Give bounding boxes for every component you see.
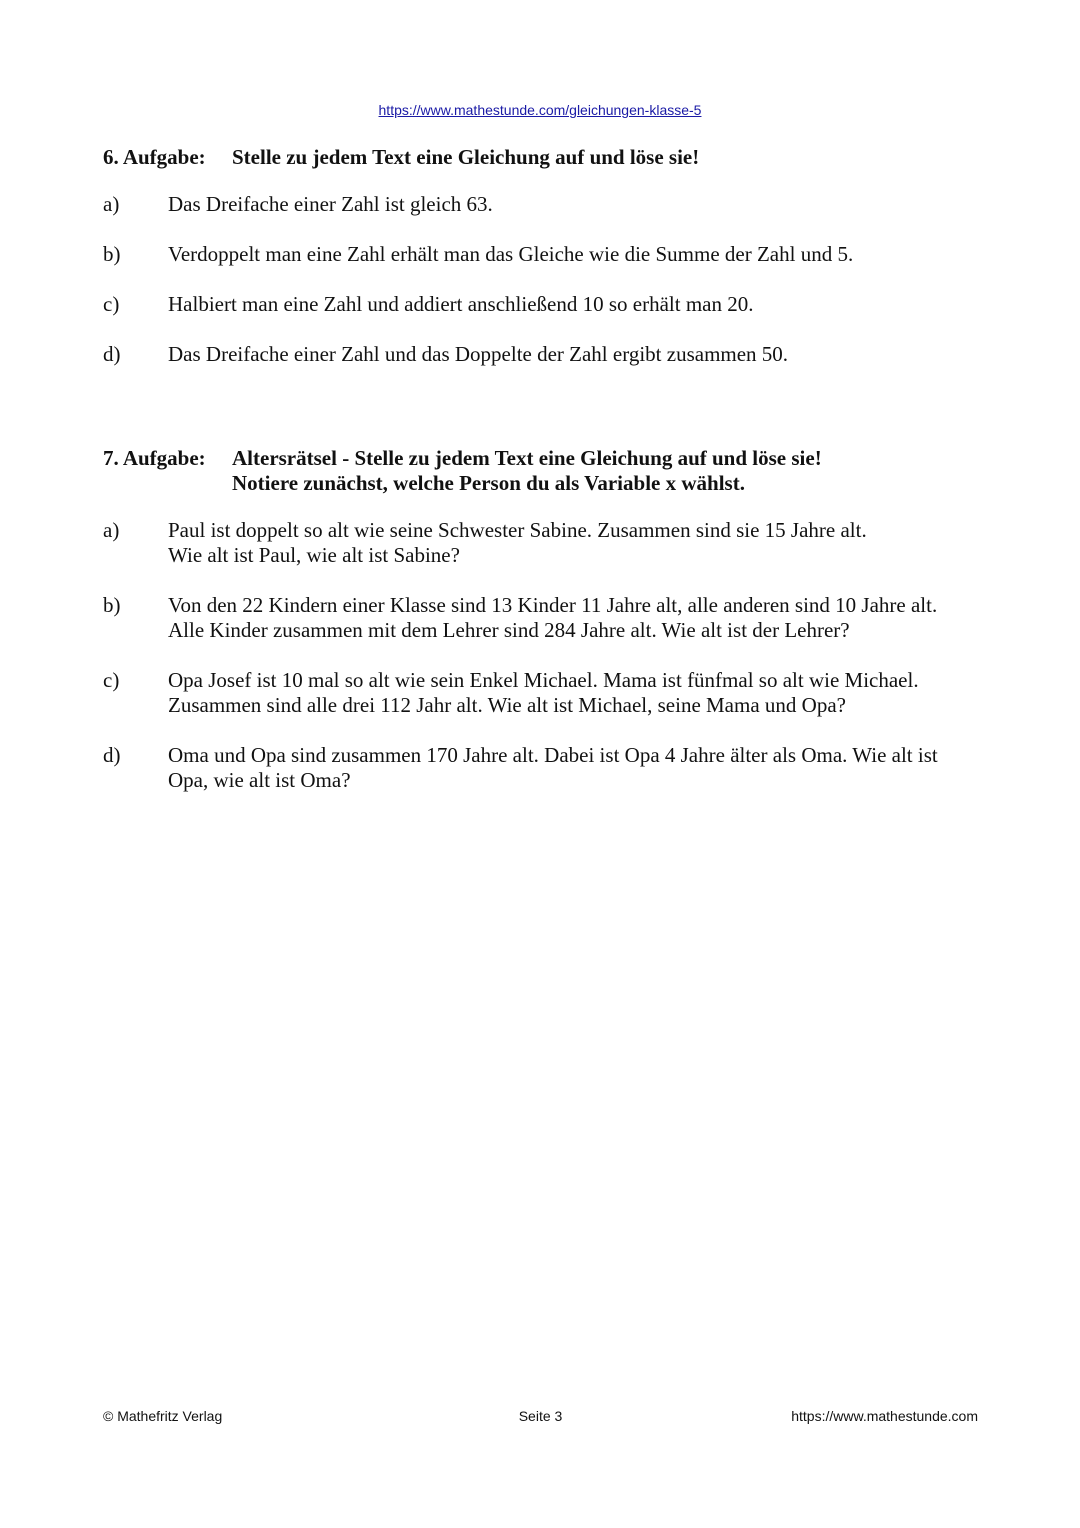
task-6-item-d: [103, 342, 983, 367]
task-6-items: [103, 192, 983, 367]
item-text: Oma und Opa sind zusammen 170 Jahre alt. Dabei ist Opa 4 Jahre älter als Oma. Wie alt ist Opa, wie alt ist Oma?: [168, 743, 938, 792]
page-footer: [103, 1408, 978, 1428]
task-7-heading: [103, 446, 983, 496]
task-6-item-a: [103, 192, 983, 217]
item-label: d): [103, 342, 121, 366]
item-text: Von den 22 Kindern einer Klasse sind 13 Kinder 11 Jahre alt, alle anderen sind 10 Jahre alt. Alle Kinder zusammen mit dem Lehrer sind 284 Jahre alt. Wie alt ist der Lehrer?: [168, 593, 938, 642]
item-label: a): [103, 518, 120, 542]
item-text: Das Dreifache einer Zahl und das Doppelte der Zahl ergibt zusammen 50.: [168, 342, 789, 366]
task-6: [103, 145, 983, 392]
task-7-items: [103, 518, 983, 793]
footer-publisher: © Mathefritz Verlag: [103, 1408, 223, 1424]
item-label: b): [103, 593, 121, 617]
footer-website: https://www.mathestunde.com: [791, 1408, 978, 1424]
item-text: Halbiert man eine Zahl und addiert anschließend 10 so erhält man 20.: [168, 292, 754, 316]
task-6-number: 6. Aufgabe:: [103, 145, 206, 169]
item-text: Verdoppelt man eine Zahl erhält man das Gleiche wie die Summe der Zahl und 5.: [168, 242, 854, 266]
task-6-title: Stelle zu jedem Text eine Gleichung auf und löse sie!: [232, 145, 700, 169]
item-label: b): [103, 242, 121, 266]
item-label: a): [103, 192, 120, 216]
task-7-item-a: [103, 518, 983, 568]
task-6-item-c: [103, 292, 983, 317]
task-6-heading: [103, 145, 983, 170]
task-7-item-b: [103, 593, 983, 643]
item-text: Paul ist doppelt so alt wie seine Schwester Sabine. Zusammen sind sie 15 Jahre alt. Wie alt ist Paul, wie alt ist Sabine?: [168, 518, 867, 567]
header-url-link[interactable]: https://www.mathestunde.com/gleichungen-klasse-5: [378, 102, 702, 118]
task-7-number: 7. Aufgabe:: [103, 446, 206, 470]
item-label: c): [103, 668, 120, 692]
task-7: [103, 446, 983, 818]
task-7-item-c: [103, 668, 983, 718]
task-6-item-b: [103, 242, 983, 267]
item-text: Das Dreifache einer Zahl ist gleich 63.: [168, 192, 493, 216]
footer-page-number: Seite 3: [518, 1408, 563, 1424]
item-text: Opa Josef ist 10 mal so alt wie sein Enkel Michael. Mama ist fünfmal so alt wie Michael. Zusammen sind alle drei 112 Jahr alt. Wie alt ist Michael, seine Mama und Opa?: [168, 668, 919, 717]
item-label: c): [103, 292, 120, 316]
task-7-title: Altersrätsel - Stelle zu jedem Text eine Gleichung auf und löse sie! Notiere zunächst, welche Person du als Variable x wählst.: [232, 446, 822, 495]
task-7-item-d: [103, 743, 983, 793]
item-label: d): [103, 743, 121, 767]
